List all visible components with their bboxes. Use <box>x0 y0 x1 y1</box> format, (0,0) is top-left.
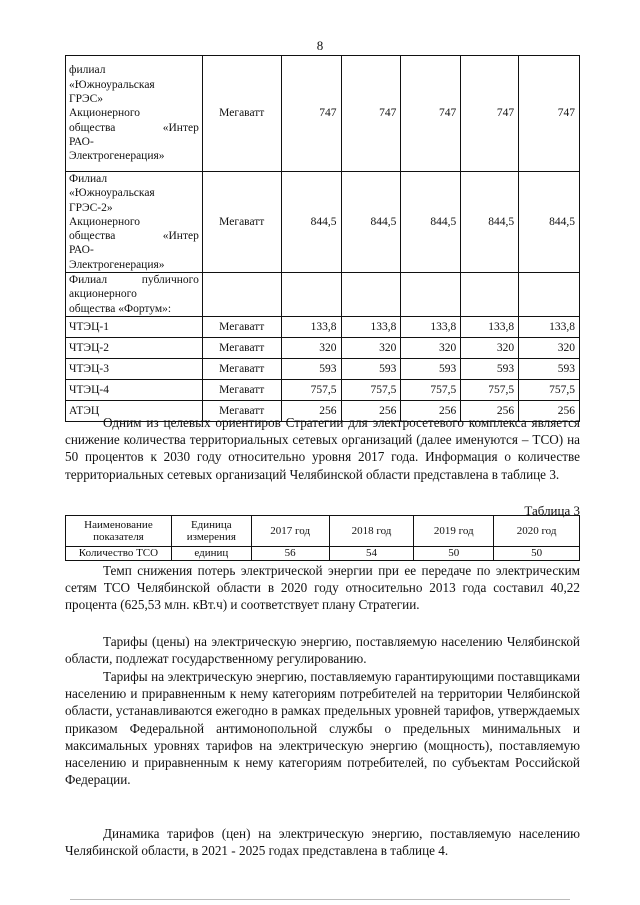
header-cell: 2017 год <box>251 516 329 547</box>
name-line: «Южноуральская <box>69 187 155 200</box>
capacity-value-cell: 844,5 <box>519 172 580 273</box>
header-cell: 2018 год <box>329 516 414 547</box>
capacity-value-cell: 256 <box>401 400 461 421</box>
name-line: филиал <box>69 64 106 77</box>
capacity-value-cell: 747 <box>519 56 580 172</box>
capacity-value-cell: 747 <box>461 56 519 172</box>
name-line: ЧТЭЦ-3 <box>69 362 109 375</box>
capacity-value-cell: 757,5 <box>281 379 341 400</box>
organization-name-cell <box>66 337 203 358</box>
capacity-value-cell: 757,5 <box>341 379 401 400</box>
capacity-value-cell: 256 <box>281 400 341 421</box>
unit-cell: Мегаватт <box>202 172 281 273</box>
unit-cell: Мегаватт <box>202 379 281 400</box>
name-word: общества <box>69 230 116 243</box>
capacity-value-cell: 747 <box>401 56 461 172</box>
capacity-value-cell: 133,8 <box>461 316 519 337</box>
table-cell: 50 <box>414 547 494 561</box>
capacity-value-cell <box>461 273 519 317</box>
unit-cell: Мегаватт <box>202 316 281 337</box>
capacity-value-cell: 844,5 <box>341 172 401 273</box>
capacity-value-cell: 593 <box>341 358 401 379</box>
table-row <box>66 316 580 337</box>
paragraph-loss-reduction: Темп снижения потерь электрической энергии при ее передаче по электрическим сетям ТСО Челябинской области в 2020 году относительно 2013 года составил 40,22 процента (625,53 млн. кВт.ч) и соответствует плану Стратегии. <box>65 563 580 613</box>
table-cell: 56 <box>251 547 329 561</box>
name-word: Филиал <box>69 274 108 287</box>
unit-cell <box>202 273 281 317</box>
table-row <box>66 358 580 379</box>
capacity-value-cell: 593 <box>281 358 341 379</box>
name-line: ГРЭС» <box>69 93 104 106</box>
name-line: РАО- <box>69 135 94 148</box>
capacity-value-cell: 593 <box>461 358 519 379</box>
table-header-row <box>66 516 580 547</box>
organization-name-cell <box>66 56 203 172</box>
capacity-value-cell: 757,5 <box>401 379 461 400</box>
header-cell: Единица измерения <box>171 516 251 547</box>
unit-cell: Мегаватт <box>202 56 281 172</box>
capacity-value-cell: 256 <box>519 400 580 421</box>
header-cell: 2020 год <box>494 516 580 547</box>
capacity-value-cell <box>281 273 341 317</box>
header-cell: Наименование показателя <box>66 516 172 547</box>
name-line: Электрогенерация» <box>69 150 165 163</box>
name-line: «Южноуральская <box>69 78 155 91</box>
name-line: ЧТЭЦ-4 <box>69 383 109 396</box>
unit-cell: Мегаватт <box>202 400 281 421</box>
name-line: АТЭЦ <box>69 404 100 417</box>
name-line: общества «Фортум»: <box>69 302 172 315</box>
capacity-value-cell: 256 <box>341 400 401 421</box>
capacity-value-cell: 593 <box>401 358 461 379</box>
unit-cell: Мегаватт <box>202 358 281 379</box>
capacity-value-cell: 320 <box>461 337 519 358</box>
name-line: Акционерного <box>69 215 141 228</box>
name-line: Филиал <box>69 173 108 185</box>
name-line: ЧТЭЦ-2 <box>69 341 109 354</box>
paragraph-tariff-setting: Тарифы на электрическую энергию, поставляемую гарантирующими поставщиками населению и приравненным к нему категориям потребителей на территории Челябинской области, устанавливаются ежегодно в рамках предельных уровней тарифов, утверждаемых приказом Федеральной антимонопольной службы о предельных минимальных и максимальных уровнях тарифов на электрическую энергию (мощность), поставляемую населению и приравненным к нему категориям потребителей, по субъектам Российской Федерации. <box>65 669 580 788</box>
organization-name-cell <box>66 316 203 337</box>
page-number: 8 <box>316 38 324 53</box>
tso-count-table <box>65 515 580 561</box>
paragraph-tariff-regulation: Тарифы (цены) на электрическую энергию, поставляемую населению Челябинской области, подлежат государственному регулированию. <box>65 634 580 667</box>
name-word: публичного <box>141 274 199 287</box>
capacity-value-cell: 593 <box>519 358 580 379</box>
capacity-value-cell: 320 <box>281 337 341 358</box>
organization-name-cell <box>66 273 203 317</box>
capacity-value-cell: 320 <box>341 337 401 358</box>
capacity-value-cell: 320 <box>401 337 461 358</box>
capacity-value-cell: 133,8 <box>281 316 341 337</box>
table-cell: Количество ТСО <box>66 547 172 561</box>
capacity-value-cell <box>341 273 401 317</box>
name-line: акционерного <box>69 288 137 301</box>
table-row <box>66 273 580 317</box>
table-row <box>66 379 580 400</box>
paragraph-tariff-dynamics: Динамика тарифов (цен) на электрическую энергию, поставляемую населению Челябинской области, в 2021 - 2025 годах представлена в таблице 4. <box>65 826 580 859</box>
name-line: ЧТЭЦ-1 <box>69 320 109 333</box>
name-line: Акционерного <box>69 107 141 120</box>
capacity-value-cell: 844,5 <box>461 172 519 273</box>
capacity-value-cell <box>401 273 461 317</box>
table-row <box>66 547 580 561</box>
table-cell: 54 <box>329 547 414 561</box>
page-bottom-edge <box>70 899 570 900</box>
capacity-value-cell: 133,8 <box>341 316 401 337</box>
name-word: «Интер <box>162 121 199 134</box>
name-word: общества <box>69 121 116 134</box>
capacity-value-cell: 747 <box>281 56 341 172</box>
paragraph-tso-reduction: Одним из целевых ориентиров Стратегии для электросетевого комплекса является снижение количества территориальных сетевых организаций (далее именуются – ТСО) на 50 процентов к 2030 году относительно уровня 2017 года. Информация о количестве территориальных сетевых организаций Челябинской области представлена в таблице 3. <box>65 415 580 482</box>
capacity-value-cell: 844,5 <box>281 172 341 273</box>
capacity-value-cell: 133,8 <box>401 316 461 337</box>
capacity-value-cell: 747 <box>341 56 401 172</box>
name-word: «Интер <box>162 230 199 243</box>
organization-name-cell <box>66 379 203 400</box>
capacity-value-cell: 256 <box>461 400 519 421</box>
capacity-value-cell: 844,5 <box>401 172 461 273</box>
table-row <box>66 337 580 358</box>
name-line: РАО- <box>69 244 94 257</box>
capacity-value-cell <box>519 273 580 317</box>
table-3-caption: Таблица 3 <box>524 503 580 518</box>
organization-name-cell <box>66 172 203 273</box>
table-cell: единиц <box>171 547 251 561</box>
name-line: Электрогенерация» <box>69 258 165 271</box>
name-line: ГРЭС-2» <box>69 201 113 214</box>
table-cell: 50 <box>494 547 580 561</box>
unit-cell: Мегаватт <box>202 337 281 358</box>
capacity-value-cell: 757,5 <box>461 379 519 400</box>
table-row <box>66 172 580 273</box>
table-row <box>66 56 580 172</box>
capacity-table <box>65 55 580 422</box>
organization-name-cell <box>66 358 203 379</box>
header-cell: 2019 год <box>414 516 494 547</box>
capacity-value-cell: 757,5 <box>519 379 580 400</box>
capacity-value-cell: 133,8 <box>519 316 580 337</box>
capacity-value-cell: 320 <box>519 337 580 358</box>
